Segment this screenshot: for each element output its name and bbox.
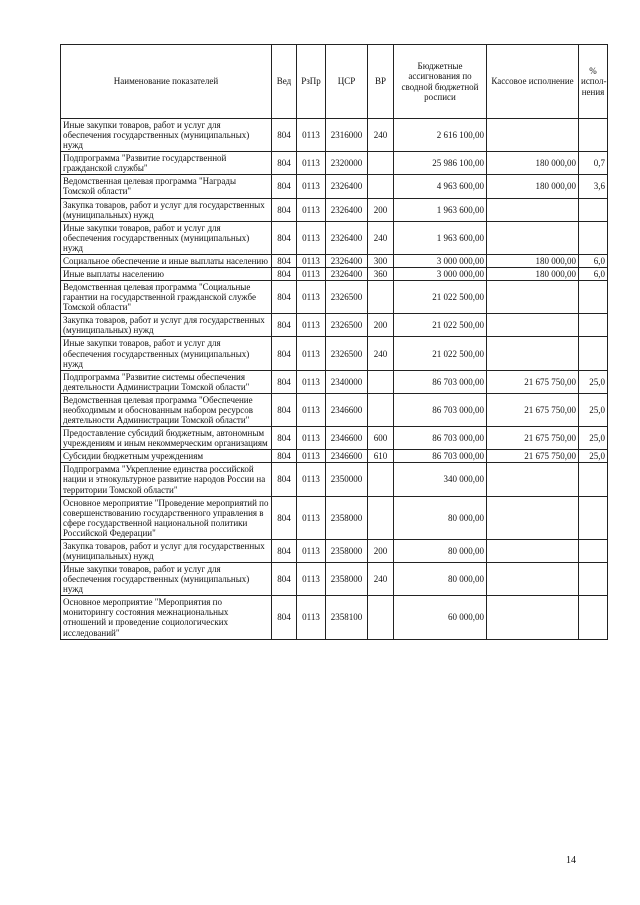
- table-row: [61, 281, 608, 314]
- cell-vr: 200: [368, 314, 394, 337]
- table-row: [61, 450, 608, 463]
- cell-ved: 804: [272, 152, 297, 175]
- cell-vr: [368, 596, 394, 639]
- cell-ved: 804: [272, 370, 297, 393]
- cell-vr: 360: [368, 268, 394, 281]
- cell-csr: 2346600: [326, 393, 368, 426]
- table-row: [61, 393, 608, 426]
- cell-name: Предоставление субсидий бюджетным, автономным учреждениям и иным некоммерческим организациям: [61, 427, 272, 450]
- cell-budget: 80 000,00: [394, 563, 487, 596]
- cell-budget: 86 703 000,00: [394, 427, 487, 450]
- table-row: [61, 254, 608, 267]
- cell-budget: 21 022 500,00: [394, 281, 487, 314]
- cell-cash: [487, 337, 579, 370]
- header-name: Наименование показателей: [61, 45, 272, 119]
- cell-csr: 2326500: [326, 281, 368, 314]
- cell-rzpr: 0113: [297, 337, 326, 370]
- table-row: [61, 463, 608, 496]
- budget-table-container: [60, 44, 607, 640]
- cell-vr: [368, 393, 394, 426]
- cell-csr: 2326400: [326, 175, 368, 198]
- cell-budget: 60 000,00: [394, 596, 487, 639]
- cell-vr: [368, 496, 394, 539]
- cell-vr: [368, 463, 394, 496]
- cell-csr: 2320000: [326, 152, 368, 175]
- cell-cash: [487, 281, 579, 314]
- page-number: 14: [566, 855, 576, 866]
- cell-ved: 804: [272, 314, 297, 337]
- cell-vr: [368, 175, 394, 198]
- cell-name: Иные выплаты населению: [61, 268, 272, 281]
- table-row: [61, 596, 608, 639]
- cell-rzpr: 0113: [297, 563, 326, 596]
- cell-ved: 804: [272, 393, 297, 426]
- cell-vr: 200: [368, 198, 394, 221]
- cell-pct: [579, 119, 608, 152]
- cell-ved: 804: [272, 496, 297, 539]
- cell-budget: 86 703 000,00: [394, 393, 487, 426]
- cell-ved: 804: [272, 175, 297, 198]
- cell-cash: 21 675 750,00: [487, 450, 579, 463]
- cell-vr: 200: [368, 539, 394, 562]
- table-row: [61, 539, 608, 562]
- cell-budget: 3 000 000,00: [394, 268, 487, 281]
- cell-rzpr: 0113: [297, 268, 326, 281]
- cell-ved: 804: [272, 596, 297, 639]
- cell-name: Субсидии бюджетным учреждениям: [61, 450, 272, 463]
- cell-csr: 2326400: [326, 221, 368, 254]
- cell-cash: 180 000,00: [487, 268, 579, 281]
- cell-budget: 21 022 500,00: [394, 337, 487, 370]
- cell-cash: [487, 496, 579, 539]
- cell-budget: 80 000,00: [394, 539, 487, 562]
- cell-csr: 2350000: [326, 463, 368, 496]
- cell-csr: 2340000: [326, 370, 368, 393]
- cell-budget: 86 703 000,00: [394, 450, 487, 463]
- cell-vr: 240: [368, 221, 394, 254]
- cell-pct: 25,0: [579, 427, 608, 450]
- cell-rzpr: 0113: [297, 119, 326, 152]
- cell-vr: 300: [368, 254, 394, 267]
- header-budget: Бюджетные ассигнования по сводной бюджетной росписи: [394, 45, 487, 119]
- cell-name: Основное мероприятие "Мероприятия по мониторингу состояния межнациональных отношений и проведение социологических исследований": [61, 596, 272, 639]
- cell-rzpr: 0113: [297, 539, 326, 562]
- table-row: [61, 152, 608, 175]
- cell-pct: [579, 337, 608, 370]
- cell-ved: 804: [272, 337, 297, 370]
- cell-vr: [368, 152, 394, 175]
- cell-cash: 21 675 750,00: [487, 370, 579, 393]
- cell-cash: [487, 221, 579, 254]
- cell-csr: 2316000: [326, 119, 368, 152]
- table-row: [61, 119, 608, 152]
- cell-rzpr: 0113: [297, 254, 326, 267]
- cell-rzpr: 0113: [297, 393, 326, 426]
- cell-csr: 2326400: [326, 198, 368, 221]
- cell-budget: 1 963 600,00: [394, 198, 487, 221]
- cell-pct: [579, 463, 608, 496]
- cell-csr: 2326400: [326, 268, 368, 281]
- cell-name: Основное мероприятие "Проведение мероприятий по совершенствованию государственного управления в сфере государственной национальной политики Российской Федерации": [61, 496, 272, 539]
- table-row: [61, 198, 608, 221]
- cell-name: Иные закупки товаров, работ и услуг для обеспечения государственных (муниципальных) нужд: [61, 119, 272, 152]
- cell-ved: 804: [272, 254, 297, 267]
- cell-csr: 2358000: [326, 539, 368, 562]
- cell-ved: 804: [272, 268, 297, 281]
- table-row: [61, 370, 608, 393]
- cell-budget: 2 616 100,00: [394, 119, 487, 152]
- cell-pct: 0,7: [579, 152, 608, 175]
- cell-ved: 804: [272, 221, 297, 254]
- cell-vr: 240: [368, 337, 394, 370]
- cell-name: Подпрограмма "Укрепление единства российской нации и этнокультурное развитие народов России на территории Томской области": [61, 463, 272, 496]
- cell-rzpr: 0113: [297, 314, 326, 337]
- cell-budget: 340 000,00: [394, 463, 487, 496]
- cell-name: Иные закупки товаров, работ и услуг для обеспечения государственных (муниципальных) нужд: [61, 221, 272, 254]
- cell-rzpr: 0113: [297, 281, 326, 314]
- table-row: [61, 268, 608, 281]
- cell-vr: 600: [368, 427, 394, 450]
- cell-rzpr: 0113: [297, 370, 326, 393]
- cell-rzpr: 0113: [297, 463, 326, 496]
- cell-pct: [579, 198, 608, 221]
- cell-budget: 3 000 000,00: [394, 254, 487, 267]
- cell-pct: 6,0: [579, 254, 608, 267]
- cell-name: Закупка товаров, работ и услуг для государственных (муниципальных) нужд: [61, 198, 272, 221]
- cell-rzpr: 0113: [297, 596, 326, 639]
- cell-pct: 25,0: [579, 370, 608, 393]
- cell-name: Ведомственная целевая программа "Обеспечение необходимым и обоснованным набором ресурсов деятельности Администрации Томской области": [61, 393, 272, 426]
- table-row: [61, 496, 608, 539]
- table-header-row: [61, 45, 608, 119]
- header-ved: Вед: [272, 45, 297, 119]
- cell-csr: 2346600: [326, 427, 368, 450]
- cell-cash: [487, 198, 579, 221]
- cell-rzpr: 0113: [297, 221, 326, 254]
- table-row: [61, 427, 608, 450]
- cell-pct: 6,0: [579, 268, 608, 281]
- cell-ved: 804: [272, 563, 297, 596]
- header-cash: Кассовое исполнение: [487, 45, 579, 119]
- cell-rzpr: 0113: [297, 198, 326, 221]
- header-pct: % испол-нения: [579, 45, 608, 119]
- cell-cash: 21 675 750,00: [487, 427, 579, 450]
- cell-csr: 2326400: [326, 254, 368, 267]
- cell-pct: 3,6: [579, 175, 608, 198]
- table-row: [61, 337, 608, 370]
- cell-cash: [487, 539, 579, 562]
- cell-rzpr: 0113: [297, 427, 326, 450]
- table-row: [61, 314, 608, 337]
- cell-pct: [579, 496, 608, 539]
- cell-budget: 25 986 100,00: [394, 152, 487, 175]
- cell-vr: 240: [368, 563, 394, 596]
- cell-pct: 25,0: [579, 450, 608, 463]
- table-row: [61, 563, 608, 596]
- cell-rzpr: 0113: [297, 450, 326, 463]
- cell-pct: [579, 221, 608, 254]
- cell-cash: 180 000,00: [487, 175, 579, 198]
- cell-ved: 804: [272, 450, 297, 463]
- cell-csr: 2326500: [326, 337, 368, 370]
- cell-pct: [579, 281, 608, 314]
- cell-cash: [487, 563, 579, 596]
- cell-pct: [579, 596, 608, 639]
- cell-cash: 21 675 750,00: [487, 393, 579, 426]
- cell-ved: 804: [272, 119, 297, 152]
- cell-name: Подпрограмма "Развитие государственной гражданской службы": [61, 152, 272, 175]
- table-row: [61, 175, 608, 198]
- cell-cash: [487, 119, 579, 152]
- cell-cash: 180 000,00: [487, 254, 579, 267]
- cell-ved: 804: [272, 427, 297, 450]
- header-vr: ВР: [368, 45, 394, 119]
- cell-pct: [579, 314, 608, 337]
- cell-vr: 610: [368, 450, 394, 463]
- cell-rzpr: 0113: [297, 496, 326, 539]
- cell-budget: 21 022 500,00: [394, 314, 487, 337]
- cell-pct: 25,0: [579, 393, 608, 426]
- cell-csr: 2358100: [326, 596, 368, 639]
- cell-budget: 4 963 600,00: [394, 175, 487, 198]
- cell-rzpr: 0113: [297, 175, 326, 198]
- cell-budget: 1 963 600,00: [394, 221, 487, 254]
- cell-name: Подпрограмма "Развитие системы обеспечения деятельности Администрации Томской области": [61, 370, 272, 393]
- cell-cash: [487, 596, 579, 639]
- cell-cash: [487, 463, 579, 496]
- cell-cash: 180 000,00: [487, 152, 579, 175]
- cell-cash: [487, 314, 579, 337]
- cell-ved: 804: [272, 198, 297, 221]
- table-row: [61, 221, 608, 254]
- cell-budget: 86 703 000,00: [394, 370, 487, 393]
- cell-vr: [368, 370, 394, 393]
- cell-name: Иные закупки товаров, работ и услуг для обеспечения государственных (муниципальных) нужд: [61, 563, 272, 596]
- cell-rzpr: 0113: [297, 152, 326, 175]
- cell-ved: 804: [272, 281, 297, 314]
- budget-table: [60, 44, 608, 640]
- cell-budget: 80 000,00: [394, 496, 487, 539]
- cell-name: Закупка товаров, работ и услуг для государственных (муниципальных) нужд: [61, 314, 272, 337]
- cell-name: Ведомственная целевая программа "Награды Томской области": [61, 175, 272, 198]
- cell-csr: 2358000: [326, 496, 368, 539]
- cell-csr: 2358000: [326, 563, 368, 596]
- cell-csr: 2326500: [326, 314, 368, 337]
- cell-name: Иные закупки товаров, работ и услуг для обеспечения государственных (муниципальных) нужд: [61, 337, 272, 370]
- cell-pct: [579, 539, 608, 562]
- cell-name: Ведомственная целевая программа "Социальные гарантии на государственной гражданской службе Томской области": [61, 281, 272, 314]
- cell-vr: 240: [368, 119, 394, 152]
- cell-ved: 804: [272, 463, 297, 496]
- cell-csr: 2346600: [326, 450, 368, 463]
- header-rzpr: РзПр: [297, 45, 326, 119]
- header-csr: ЦСР: [326, 45, 368, 119]
- cell-vr: [368, 281, 394, 314]
- cell-pct: [579, 563, 608, 596]
- cell-ved: 804: [272, 539, 297, 562]
- cell-name: Закупка товаров, работ и услуг для государственных (муниципальных) нужд: [61, 539, 272, 562]
- cell-name: Социальное обеспечение и иные выплаты населению: [61, 254, 272, 267]
